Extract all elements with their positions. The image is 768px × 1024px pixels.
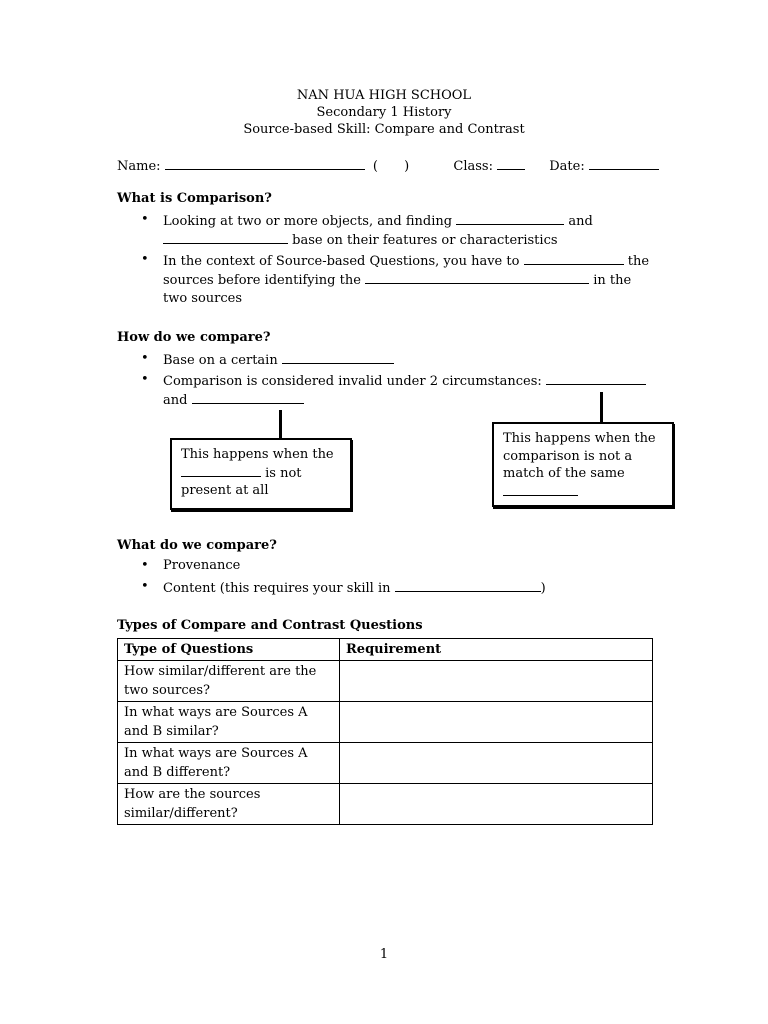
text: the: [627, 254, 650, 269]
box-right-line4: [503, 483, 663, 502]
cell-line: similar/different?: [124, 806, 238, 821]
cell-line: two sources?: [124, 683, 211, 698]
bullet-icon: •: [141, 372, 149, 387]
topic-title: Source-based Skill: Compare and Contrast: [243, 122, 525, 137]
blank[interactable]: [456, 212, 564, 225]
cell-line: and B similar?: [124, 724, 219, 739]
question-type-cell: [118, 784, 340, 825]
table-header-row: [118, 639, 653, 661]
box-left-line2: [181, 464, 341, 483]
requirement-cell[interactable]: [340, 784, 653, 825]
text: ): [540, 581, 546, 596]
question-type-cell: [118, 743, 340, 784]
table-row: [118, 661, 653, 702]
question-type-cell: [118, 661, 340, 702]
s2-bullet2-cont: [163, 391, 304, 408]
text: is not: [265, 465, 302, 481]
column-header: Type of Questions: [118, 639, 340, 661]
text: Base on a certain: [163, 353, 278, 368]
s3-bullet2: [163, 579, 546, 596]
bullet-icon: •: [141, 351, 149, 366]
box-right-line1: This happens when the: [503, 431, 656, 446]
requirement-cell[interactable]: [340, 702, 653, 743]
cell-line: In what ways are Sources A: [124, 705, 308, 720]
blank[interactable]: [395, 579, 541, 592]
heading-how-do-we-compare: How do we compare?: [117, 330, 271, 345]
date-label: Date:: [549, 159, 585, 174]
index-paren-close: ): [404, 159, 410, 174]
heading-types-of-questions: Types of Compare and Contrast Questions: [117, 618, 423, 633]
cell-line: and B different?: [124, 765, 231, 780]
bullet-icon: •: [141, 579, 149, 594]
s1-bullet1-line1: [163, 212, 593, 229]
box-left-line3: present at all: [181, 483, 269, 498]
bullet-icon: •: [141, 252, 149, 267]
text: In the context of Source-based Questions, you have to: [163, 254, 520, 269]
callout-left-box: [170, 438, 352, 510]
text: Content (this requires your skill in: [163, 581, 391, 596]
s2-bullet1: [163, 351, 394, 368]
student-info-line: [117, 157, 659, 174]
text: sources before identifying the: [163, 273, 361, 288]
name-label: Name:: [117, 159, 161, 174]
table-row: [118, 784, 653, 825]
requirement-cell[interactable]: [340, 743, 653, 784]
text: and: [568, 214, 593, 229]
name-blank[interactable]: [165, 157, 365, 170]
table-row: [118, 702, 653, 743]
s1-bullet2-line2: [163, 271, 631, 288]
blank[interactable]: [365, 271, 589, 284]
box-right-line3: match of the same: [503, 466, 625, 481]
blank[interactable]: [282, 351, 394, 364]
s3-bullet1: Provenance: [163, 558, 241, 573]
text: and: [163, 393, 188, 408]
box-right-line2: comparison is not a: [503, 448, 633, 464]
s1-bullet2-line1: [163, 252, 649, 269]
callout-right-stem: [600, 392, 603, 422]
column-header: Requirement: [340, 639, 653, 661]
class-blank[interactable]: [497, 157, 525, 170]
blank[interactable]: [163, 231, 288, 244]
bullet-icon: •: [141, 212, 149, 227]
index-paren-open: (: [372, 159, 378, 174]
blank[interactable]: [524, 252, 624, 265]
cell-line: How similar/different are the: [124, 664, 317, 679]
question-type-cell: [118, 702, 340, 743]
table-row: [118, 743, 653, 784]
blank[interactable]: [192, 391, 304, 404]
cell-line: How are the sources: [124, 787, 261, 802]
text: base on their features or characteristics: [292, 233, 558, 248]
text: in the: [593, 273, 632, 288]
date-blank[interactable]: [589, 157, 659, 170]
text: Looking at two or more objects, and finding: [163, 214, 453, 229]
blank[interactable]: [181, 464, 261, 477]
requirement-cell[interactable]: [340, 661, 653, 702]
s1-bullet2-line3: two sources: [163, 291, 243, 306]
heading-what-do-we-compare: What do we compare?: [117, 538, 277, 553]
text: Comparison is considered invalid under 2 circumstances:: [163, 374, 542, 389]
subject-title: Secondary 1 History: [316, 105, 452, 120]
callout-right-box: [492, 422, 674, 507]
index-blank[interactable]: [382, 158, 400, 170]
cell-line: In what ways are Sources A: [124, 746, 308, 761]
s2-bullet2: [163, 372, 646, 389]
blank[interactable]: [546, 372, 646, 385]
page-number: 1: [379, 947, 389, 962]
heading-what-is-comparison: What is Comparison?: [117, 191, 272, 206]
box-left-line1: This happens when the: [181, 447, 334, 462]
question-types-table: [117, 638, 653, 825]
school-name: NAN HUA HIGH SCHOOL: [296, 88, 472, 103]
callout-left-stem: [279, 410, 282, 440]
class-label: Class:: [453, 159, 493, 174]
s1-bullet1-line2: [163, 231, 558, 248]
blank[interactable]: [503, 483, 578, 496]
bullet-icon: •: [141, 558, 149, 573]
